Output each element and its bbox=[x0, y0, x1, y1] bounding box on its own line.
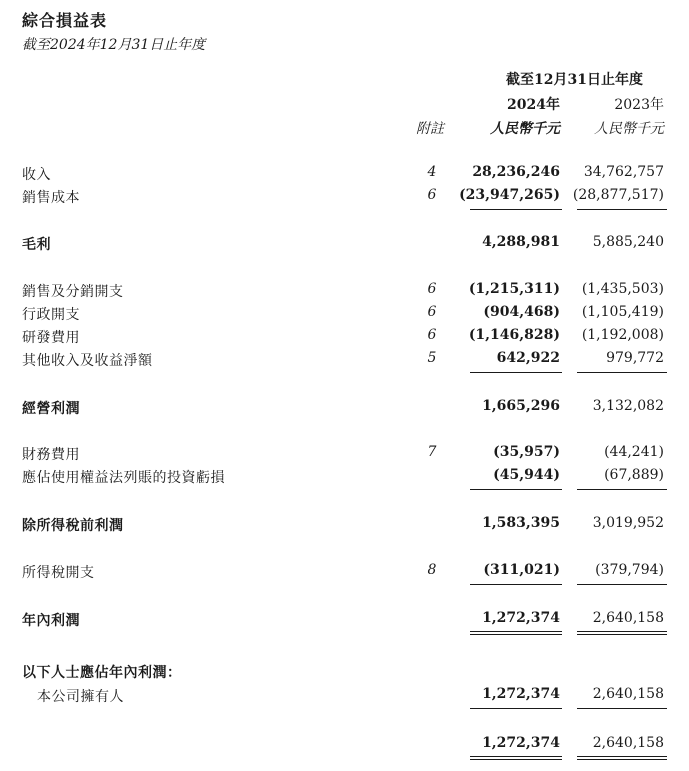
row-value-2023: 3,019,952 bbox=[592, 515, 664, 531]
row-value-2024: (1,215,311) bbox=[468, 281, 560, 297]
subtotal-rule-2023 bbox=[577, 489, 667, 490]
row-value-2023: 2,640,158 bbox=[592, 610, 664, 626]
row-label: 銷售及分銷開支 bbox=[22, 284, 124, 300]
row-value-2024: 642,922 bbox=[496, 350, 560, 366]
row-label: 其他收入及收益淨額 bbox=[22, 353, 153, 369]
row-note: 6 bbox=[427, 281, 437, 297]
row-value-2024: 1,272,374 bbox=[482, 735, 560, 751]
row-value-2023: 979,772 bbox=[606, 350, 664, 366]
row-label: 行政開支 bbox=[22, 307, 80, 323]
row-label: 所得稅開支 bbox=[22, 565, 95, 581]
row-value-2023: (67,889) bbox=[604, 467, 664, 483]
subtotal-rule-2024 bbox=[470, 489, 562, 490]
row-value-2023: 34,762,757 bbox=[583, 164, 664, 180]
row-note: 6 bbox=[427, 187, 437, 203]
subtotal-rule-2024 bbox=[470, 584, 562, 585]
row-note: 8 bbox=[427, 562, 437, 578]
unit-prior-header: 人民幣千元 bbox=[594, 121, 664, 137]
year-current-header: 2024年 bbox=[507, 97, 560, 113]
row-label: 收入 bbox=[22, 167, 51, 183]
row-value-2024: (311,021) bbox=[483, 562, 560, 578]
row-value-2023: 2,640,158 bbox=[592, 735, 664, 751]
subtotal-rule-2024 bbox=[470, 372, 562, 373]
row-value-2023: (1,192,008) bbox=[581, 327, 664, 343]
subtotal-rule-2024 bbox=[470, 708, 562, 709]
row-value-2024: 28,236,246 bbox=[472, 164, 560, 180]
row-value-2024: (45,944) bbox=[493, 467, 560, 483]
row-label: 銷售成本 bbox=[22, 190, 80, 206]
row-note: 7 bbox=[427, 444, 437, 460]
row-value-2024: 1,272,374 bbox=[482, 610, 560, 626]
subtotal-rule-2023 bbox=[577, 584, 667, 585]
row-label: 以下人士應佔年內利潤： bbox=[22, 665, 182, 681]
row-note: 4 bbox=[427, 164, 437, 180]
row-label: 年內利潤 bbox=[22, 613, 80, 629]
row-note: 5 bbox=[427, 350, 437, 366]
row-value-2024: 1,665,296 bbox=[482, 398, 560, 414]
row-value-2024: 1,272,374 bbox=[482, 686, 560, 702]
row-value-2024: 1,583,395 bbox=[482, 515, 560, 531]
note-column-header: 附註 bbox=[416, 121, 444, 137]
row-label: 除所得稅前利潤 bbox=[22, 518, 124, 534]
row-label: 本公司擁有人 bbox=[37, 689, 124, 705]
total-double-rule-2024 bbox=[470, 631, 562, 635]
row-label: 毛利 bbox=[22, 237, 51, 253]
row-value-2023: 2,640,158 bbox=[592, 686, 664, 702]
row-value-2023: (44,241) bbox=[604, 444, 664, 460]
row-value-2024: (35,957) bbox=[493, 444, 560, 460]
subtotal-rule-2024 bbox=[470, 209, 562, 210]
row-value-2023: (1,105,419) bbox=[581, 304, 664, 320]
year-prior-header: 2023年 bbox=[614, 97, 664, 113]
statement-subtitle: 截至2024年12月31日止年度 bbox=[22, 37, 206, 53]
row-note: 6 bbox=[427, 327, 437, 343]
row-value-2023: (379,794) bbox=[595, 562, 664, 578]
subtotal-rule-2023 bbox=[577, 372, 667, 373]
row-label: 研發費用 bbox=[22, 330, 80, 346]
row-label: 經營利潤 bbox=[22, 401, 80, 417]
row-note: 6 bbox=[427, 304, 437, 320]
subtotal-rule-2023 bbox=[577, 209, 667, 210]
row-value-2024: (904,468) bbox=[483, 304, 560, 320]
row-value-2024: (23,947,265) bbox=[459, 187, 560, 203]
row-label: 應佔使用權益法列賬的投資虧損 bbox=[22, 470, 225, 486]
row-value-2023: 3,132,082 bbox=[592, 398, 664, 414]
row-value-2023: (28,877,517) bbox=[572, 187, 664, 203]
total-double-rule-2023 bbox=[577, 631, 667, 635]
statement-title: 綜合損益表 bbox=[22, 11, 108, 30]
row-value-2023: (1,435,503) bbox=[581, 281, 664, 297]
row-value-2024: (1,146,828) bbox=[468, 327, 560, 343]
row-label: 財務費用 bbox=[22, 447, 80, 463]
period-header: 截至12月31日止年度 bbox=[506, 72, 643, 88]
row-value-2023: 5,885,240 bbox=[592, 234, 664, 250]
row-value-2024: 4,288,981 bbox=[482, 234, 560, 250]
total-double-rule-2024 bbox=[470, 756, 562, 760]
total-double-rule-2023 bbox=[577, 756, 667, 760]
subtotal-rule-2023 bbox=[577, 708, 667, 709]
unit-current-header: 人民幣千元 bbox=[490, 121, 560, 137]
